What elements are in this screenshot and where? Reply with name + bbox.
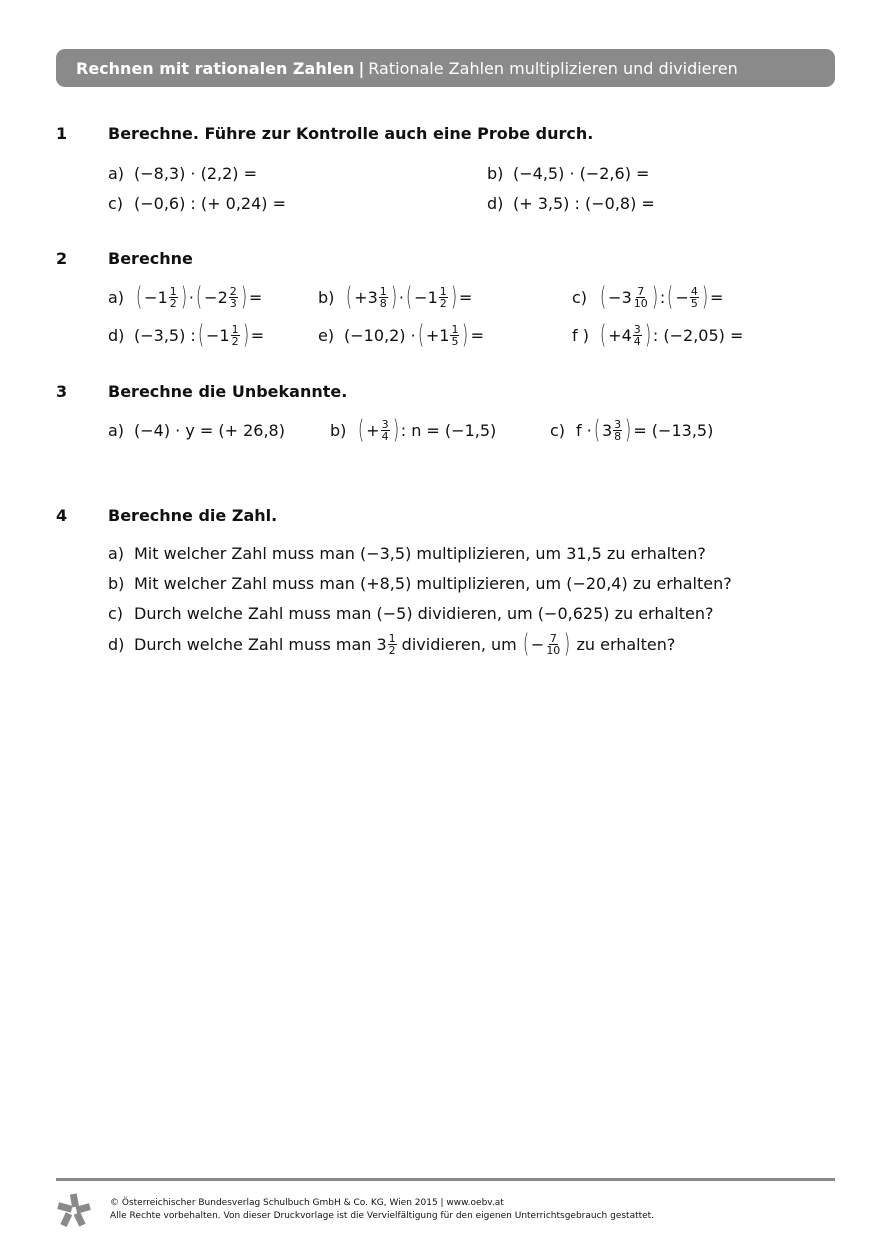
item-label: a) [108,420,125,440]
open-paren: ( [406,282,413,312]
denominator: 2 [169,296,177,310]
term: − [675,287,689,307]
task4-title: Berechne die Zahl. [108,506,278,525]
task2-item-a [108,280,262,314]
fraction [381,419,390,442]
term: 3 [601,420,613,440]
denominator: 2 [231,334,239,348]
open-paren: ( [358,415,365,445]
close-paren: ) [392,415,399,445]
task4-item-d [108,627,675,661]
term: dividieren, um [401,634,517,654]
footer-line-1: © Österreichischer Bundesverlag Schulbuch GmbH & Co. KG, Wien 2015 | www.oebv.at [110,1198,504,1208]
fraction [633,286,649,309]
open-paren: ( [346,282,353,312]
operator: : [659,287,666,307]
open-paren: ( [667,282,674,312]
task3-title: Berechne die Unbekannte. [108,382,348,401]
item-label: d) [487,193,504,213]
denominator: 10 [546,643,561,657]
open-paren: ( [417,320,424,350]
task4-item-c [108,596,714,630]
close-paren: ) [651,282,658,312]
open-paren: ( [600,320,607,350]
fraction [379,286,388,309]
denominator: 2 [388,643,396,657]
item-label: a) [108,287,125,307]
item-label: b) [108,573,125,593]
numerator: 2 [229,284,237,298]
item-text: (−4) · y = (+ 26,8) [134,420,285,440]
task4-number: 4 [56,506,68,525]
equals: = [458,287,473,307]
term: f · [576,420,592,440]
equals: = [248,287,263,307]
fraction [439,286,448,309]
item-text: Durch welche Zahl muss man (−5) dividieren, um (−0,625) zu erhalten? [134,603,714,623]
close-paren: ) [450,282,457,312]
close-paren: ) [240,282,247,312]
term: −3 [608,287,632,307]
denominator: 10 [633,296,648,310]
item-text: Mit welcher Zahl muss man (+8,5) multiplizieren, um (−20,4) zu erhalten? [134,573,732,593]
task3-item-b [330,413,496,447]
denominator: 5 [690,296,698,310]
close-paren: ) [625,415,632,445]
page-header [56,49,835,87]
footer-line-2: Alle Rechte vorbehalten. Von dieser Druckvorlage ist die Vervielfältigung für den eigenen Unterrichtsgebrauch gestattet. [110,1211,655,1221]
denominator: 2 [439,296,447,310]
item-label: c) [550,420,566,440]
task3-number: 3 [56,382,68,401]
open-paren: ( [197,320,204,350]
term: +3 [354,287,378,307]
item-label: b) [318,287,335,307]
item-label: a) [108,163,125,183]
term: zu erhalten? [576,634,676,654]
term: −1 [414,287,438,307]
fraction [545,633,561,656]
term: −2 [204,287,228,307]
task3-item-a [108,413,285,447]
numerator: 1 [439,284,447,298]
fraction [633,324,642,347]
item-text: (−0,6) : (+ 0,24) = [134,193,286,213]
numerator: 1 [379,284,387,298]
item-label: d) [108,325,125,345]
numerator: 1 [451,322,459,336]
numerator: 4 [690,284,698,298]
item-text: (−8,3) · (2,2) = [134,163,258,183]
term: (−10,2) · [344,325,416,345]
close-paren: ) [390,282,397,312]
task3-item-c [550,413,713,447]
task2-item-c [572,280,723,314]
header-title: Rechnen mit rationalen Zahlen [76,58,355,78]
fraction [613,419,622,442]
close-paren: ) [701,282,708,312]
term: −1 [205,325,230,345]
equals: = [710,287,724,307]
task2-item-e [318,318,484,352]
denominator: 5 [451,334,459,348]
item-text: Mit welcher Zahl muss man (−3,5) multiplizieren, um 31,5 zu erhalten? [134,543,706,563]
close-paren: ) [644,320,651,350]
operator: · [398,287,404,307]
task4-item-a [108,536,706,570]
denominator: 4 [381,429,389,443]
fraction [231,324,240,347]
task2-item-b [318,280,472,314]
equals: = [250,325,265,345]
publisher-logo-icon [56,1192,92,1228]
numerator: 3 [614,417,622,431]
footer-copyright [110,1197,654,1223]
denominator: 8 [614,429,622,443]
close-paren: ) [564,629,571,659]
fraction [229,286,238,309]
term: +1 [425,325,450,345]
open-paren: ( [600,282,607,312]
item-text: (−4,5) · (−2,6) = [513,163,650,183]
equals: = [470,325,484,345]
task4-item-b [108,566,732,600]
close-paren: ) [462,320,469,350]
open-paren: ( [593,415,600,445]
term: : (−2,05) = [652,325,744,345]
operator: · [188,287,194,307]
denominator: 4 [633,334,641,348]
term: (−3,5) : [134,325,196,345]
item-label: a) [108,543,125,563]
item-label: d) [108,634,125,654]
task1-item-a [108,156,257,190]
item-label: b) [330,420,347,440]
task1-item-b [487,156,649,190]
numerator: 1 [169,284,177,298]
term: − [530,634,545,654]
task2-item-f [572,318,743,352]
header-separator: | [358,58,365,78]
term: +4 [608,325,632,345]
fraction [690,286,699,309]
close-paren: ) [242,320,249,350]
numerator: 7 [549,631,557,645]
task2-number: 2 [56,249,68,268]
fraction [169,286,178,309]
open-paren: ( [522,629,529,659]
task1-number: 1 [56,124,68,143]
task2-title: Berechne [108,249,193,268]
item-text: (+ 3,5) : (−0,8) = [513,193,655,213]
task1-title: Berechne. Führe zur Kontrolle auch eine Probe durch. [108,124,594,143]
item-label: e) [318,325,335,345]
task1-item-d [487,186,655,220]
fraction [450,324,459,347]
numerator: 3 [381,417,389,431]
denominator: 8 [379,296,387,310]
item-label: c) [108,193,124,213]
header-subtitle: Rationale Zahlen multiplizieren und dividieren [368,58,738,78]
open-paren: ( [136,282,143,312]
item-label: f ) [572,325,589,345]
item-label: c) [108,603,124,623]
term: + [366,420,380,440]
term: Durch welche Zahl muss man 3 [134,634,387,654]
task2-item-d [108,318,264,352]
fraction [388,633,397,656]
term: : n = (−1,5) [400,420,497,440]
term: −1 [144,287,168,307]
close-paren: ) [180,282,187,312]
denominator: 3 [229,296,237,310]
numerator: 7 [637,284,645,298]
numerator: 3 [633,322,641,336]
item-label: b) [487,163,504,183]
open-paren: ( [196,282,203,312]
footer-divider [56,1178,835,1181]
item-label: c) [572,287,588,307]
term: = (−13,5) [633,420,714,440]
task1-item-c [108,186,286,220]
numerator: 1 [231,322,239,336]
numerator: 1 [388,631,396,645]
